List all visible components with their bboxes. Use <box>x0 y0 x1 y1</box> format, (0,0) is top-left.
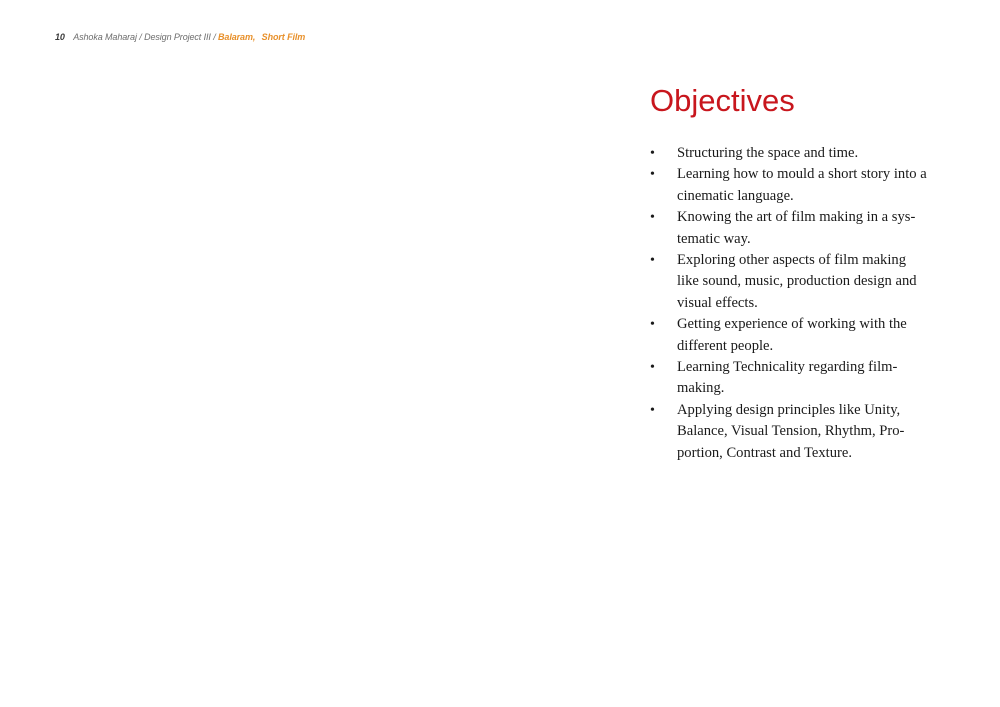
bullet-icon: • <box>650 146 655 161</box>
list-item <box>650 314 930 357</box>
list-item <box>650 207 930 250</box>
bullet-icon: • <box>650 210 655 226</box>
objective-text: Exploring other aspects of film making like sound, music, production design and visual effects. <box>677 252 917 311</box>
objective-text: Knowing the art of film making in a sys-tematic way. <box>677 209 916 247</box>
list-item <box>650 164 930 207</box>
author-name: Ashoka Maharaj <box>73 32 137 42</box>
running-header <box>55 32 305 42</box>
project-name: Design Project III <box>144 32 211 42</box>
list-item <box>650 400 930 464</box>
objective-text: Structuring the space and time. <box>677 145 859 161</box>
list-item <box>650 250 930 314</box>
objective-text: Learning Technicality regarding film-making. <box>677 359 898 397</box>
project-type: Short Film <box>261 32 306 42</box>
bullet-icon: • <box>650 360 655 376</box>
page-title: Objectives <box>650 83 795 118</box>
list-item <box>650 357 930 400</box>
objective-text: Learning how to mould a short story into a cinematic language. <box>677 166 927 204</box>
objective-text: Applying design principles like Unity, Balance, Visual Tension, Rhythm, Pro-portion, Contrast and Texture. <box>677 401 905 461</box>
objectives-list <box>650 143 930 464</box>
project-subject: Balaram, <box>218 32 256 42</box>
header-separator: / <box>213 32 216 42</box>
list-item <box>650 143 930 164</box>
bullet-icon: • <box>650 167 655 183</box>
objective-text: Getting experience of working with the different people. <box>677 316 907 354</box>
bullet-icon: • <box>650 253 655 269</box>
bullet-icon: • <box>650 317 655 333</box>
page-number: 10 <box>55 32 65 42</box>
header-separator: / <box>139 32 142 42</box>
bullet-icon: • <box>650 402 655 418</box>
